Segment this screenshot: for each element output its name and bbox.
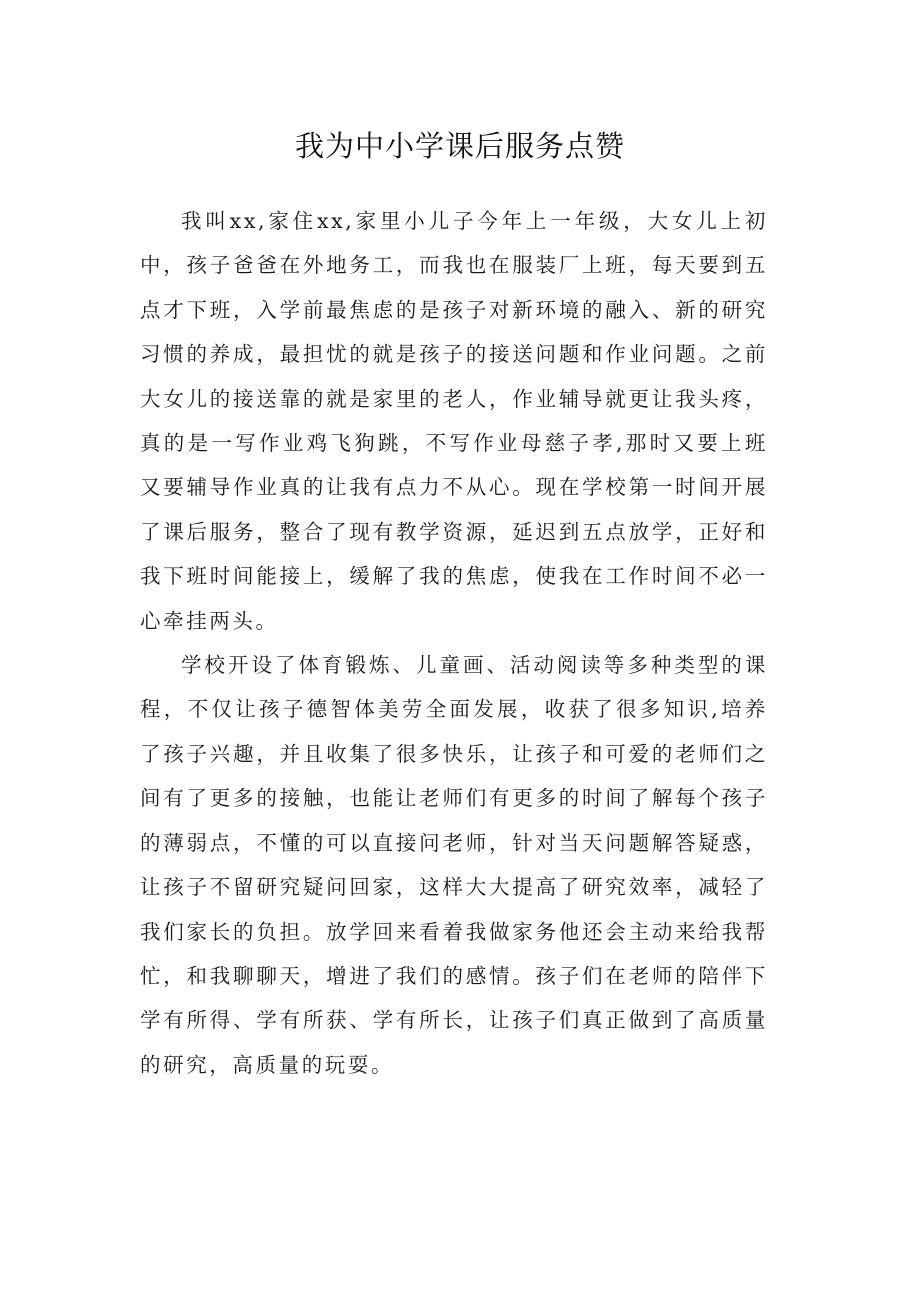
document-body	[140, 199, 768, 1087]
document-title: 我为中小学课后服务点赞	[294, 129, 625, 163]
paragraph-2: 学校开设了体育锻炼、儿童画、活动阅读等多种类型的课程，不仅让孩子德智体美劳全面发展，收获了很多知识,培养了孩子兴趣，并且收集了很多快乐，让孩子和可爱的老师们之间有了更多的接触，也能让老师们有更多的时间了解每个孩子的薄弱点，不懂的可以直接问老师，针对当天问题解答疑惑，让孩子不留研究疑问回家，这样大大提高了研究效率，减轻了我们家长的负担。放学回来看着我做家务他还会主动来给我帮忙，和我聊聊天，增进了我们的感情。孩子们在老师的陪伴下学有所得、学有所获、学有所长，让孩子们真正做到了高质量的研究，高质量的玩耍。	[140, 653, 768, 1077]
paragraph-1: 我叫xx,家住xx,家里小儿子今年上一年级，大女儿上初中，孩子爸爸在外地务工，而我也在服装厂上班，每天要到五点才下班，入学前最焦虑的是孩子对新环境的融入、新的研究习惯的养成，最担忧的就是孩子的接送问题和作业问题。之前大女儿的接送靠的就是家里的老人，作业辅导就更让我头疼，真的是一写作业鸡飞狗跳，不写作业母慈子孝,那时又要上班又要辅导作业真的让我有点力不从心。现在学校第一时间开展了课后服务，整合了现有教学资源，延迟到五点放学，正好和我下班时间能接上，缓解了我的焦虑，使我在工作时间不必一心牵挂两头。	[140, 209, 768, 633]
